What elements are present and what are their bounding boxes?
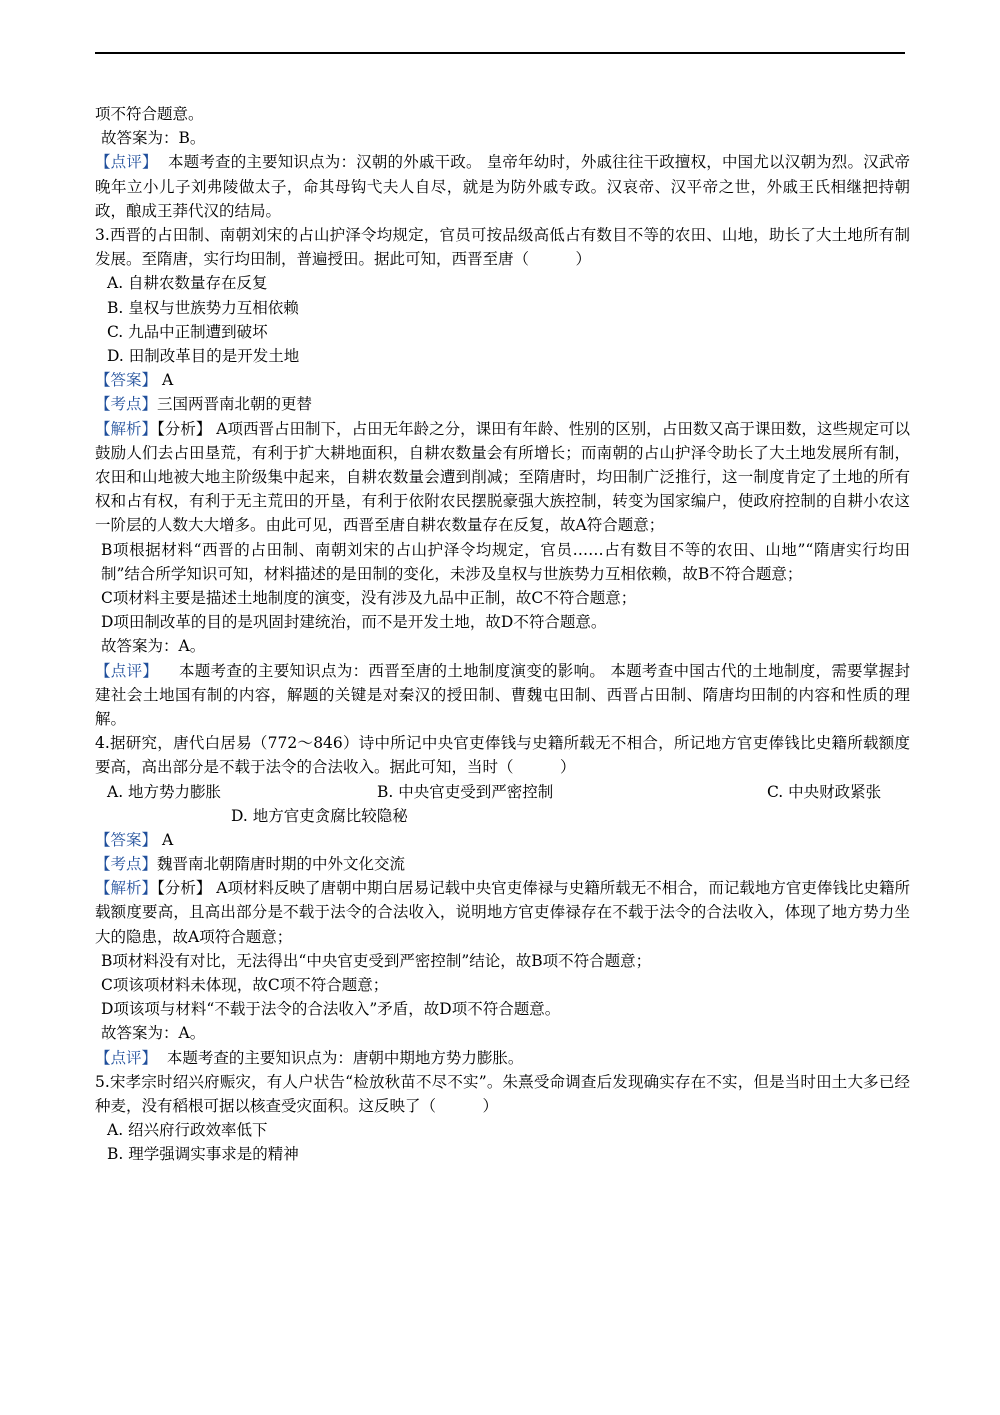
q4-analysis-c: C项该项材料未体现，故C项不符合题意； [101,976,389,995]
comment-label: 【点评】 [95,661,159,680]
q5-option-b: B. 理学强调实事求是的精神 [107,1145,299,1164]
q3-comment [95,659,910,732]
q4-analysis [95,876,910,949]
q4-analysis-b: B项材料没有对比，无法得出“中央官吏受到严密控制”结论，故B项不符合题意； [101,951,652,970]
answer-label: 【答案】 [95,830,158,849]
q3-analysis [95,417,910,538]
q4-point [95,852,910,876]
q3-answer [95,368,910,392]
q4-comment [95,1046,910,1070]
q4-option-c: C. 中央财政紧张 [767,782,882,801]
point-label: 【考点】 [95,855,158,874]
q3-analysis-d: D项田制改革的目的是巩固封建统治，而不是开发土地，故D不符合题意。 [101,613,607,632]
q3-point-text: 三国两晋南北朝的更替 [157,395,313,414]
comment-label: 【点评】 [95,1048,158,1067]
q3-option-b: B. 皇权与世族势力互相依赖 [107,298,299,317]
q4-analysis-d: D项该项与材料“不载于法令的合法收入”矛盾，故D项不符合题意。 [101,1000,561,1019]
q4-options-row [95,780,910,804]
q3-comment-text: 本题考查的主要知识点为：西晋至唐的土地制度演变的影响。 本题考查中国古代的土地制度，需要掌握封建社会土地国有制的内容，解题的关键是对秦汉的授田制、曹魏屯田制、西晋占田制、隋唐均田制的内容和性质的理解。 [95,661,910,728]
q4-option-b: B. 中央官吏受到严密控制 [377,782,554,801]
q4-option-a: A. 地方势力膨胀 [107,782,222,801]
q4-option-d: D. 地方官吏贪腐比较隐秘 [231,806,408,825]
q3-stem: 3.西晋的占田制、南朝刘宋的占山护泽令均规定，官员可按品级高低占有数目不等的农田、山地，助长了大土地所有制发展。至隋唐，实行均田制，普遍授田。据此可知，西晋至唐（ ） [95,225,910,269]
q3-answer-value: A [161,371,174,390]
document-body [95,102,910,1167]
q3-conclusion: 故答案为：A。 [101,637,206,656]
answer-label: 【答案】 [95,371,158,390]
q4-comment-text: 本题考查的主要知识点为：唐朝中期地方势力膨胀。 [166,1048,524,1067]
q3-option-c: C. 九品中正制遭到破坏 [107,322,268,341]
q3-point [95,392,910,416]
q3-option-d: D. 田制改革目的是开发土地 [107,346,300,365]
analysis-label: 【解析】 [95,879,158,898]
q4-stem: 4.据研究，唐代白居易（772～846）诗中所记中央官吏俸钱与史籍所载无不相合，所记地方官吏俸钱比史籍所载额度要高，高出部分是不载于法令的合法收入。据此可知，当时（ ） [95,734,910,777]
q4-analysis-text: 【分析】 A项材料反映了唐朝中期白居易记载中央官吏俸禄与史籍所载无不相合，而记载地方官吏俸钱比史籍所载额度要高，且高出部分是不载于法令的合法收入，说明地方官吏俸禄存在不载于法令的合法收入，体现了地方势力坐大的隐患，故A项符合题意； [95,879,910,946]
q5-option-a: A. 绍兴府行政效率低下 [107,1121,268,1140]
intro-comment [95,150,910,223]
analysis-label: 【解析】 [95,419,158,438]
q3-analysis-b: B项根据材料“西晋的占田制、南朝刘宋的占山护泽令均规定，官员……占有数目不等的农田、山地”“隋唐实行均田制”结合所学知识可知，材料描述的是田制的变化，未涉及皇权与世族势力互相依赖，故B不符合题意； [101,540,910,583]
q4-answer-value: A [161,830,174,849]
q4-point-text: 魏晋南北朝隋唐时期的中外文化交流 [157,855,406,874]
comment-label: 【点评】 [95,153,158,172]
intro-line: 项不符合题意。 [95,105,204,123]
intro-comment-text: 本题考查的主要知识点为：汉朝的外戚干政。 皇帝年幼时，外戚往往干政擅权，中国尤以汉朝为烈。汉武帝晚年立小儿子刘弗陵做太子，命其母钩弋夫人自尽，就是为防外戚专政。汉哀帝、汉平帝之世，外戚王氏相继把持朝政，酿成王莽代汉的结局。 [95,153,910,220]
q3-option-a: A. 自耕农数量存在反复 [107,274,268,293]
q5-stem: 5.宋孝宗时绍兴府赈灾，有人户状告“检放秋苗不尽不实”。朱熹受命调查后发现确实存在不实，但是当时田土大多已经种麦，没有稻根可据以核查受灾面积。这反映了（ ） [95,1072,910,1116]
point-label: 【考点】 [95,395,158,414]
intro-conclusion: 故答案为：B。 [101,129,206,148]
q3-analysis-text: 【分析】 A项西晋占田制下，占田无年龄之分，课田有年龄、性别的区别，占田数又高于课田数，这些规定可以鼓励人们去占田垦荒，有利于扩大耕地面积，自耕农数量会有所增长；而南朝的占山护泽令助长了大土地发展所有制，农田和山地被大地主阶级集中起来，自耕农数量会遭到削减；至隋唐时，均田制广泛推行，这一制度肯定了土地的所有权和占有权，有利于无主荒田的开垦，有利于依附农民摆脱豪强大族控制，转变为国家编户，使政府控制的自耕小农这一阶层的人数大大增多。由此可见，西晋至唐自耕农数量存在反复，故A符合题意； [95,419,910,535]
q4-answer [95,828,910,852]
q4-conclusion: 故答案为：A。 [101,1024,206,1043]
header-rule [95,52,905,54]
q3-analysis-c: C项材料主要是描述土地制度的演变，没有涉及九品中正制，故C不符合题意； [101,588,637,607]
